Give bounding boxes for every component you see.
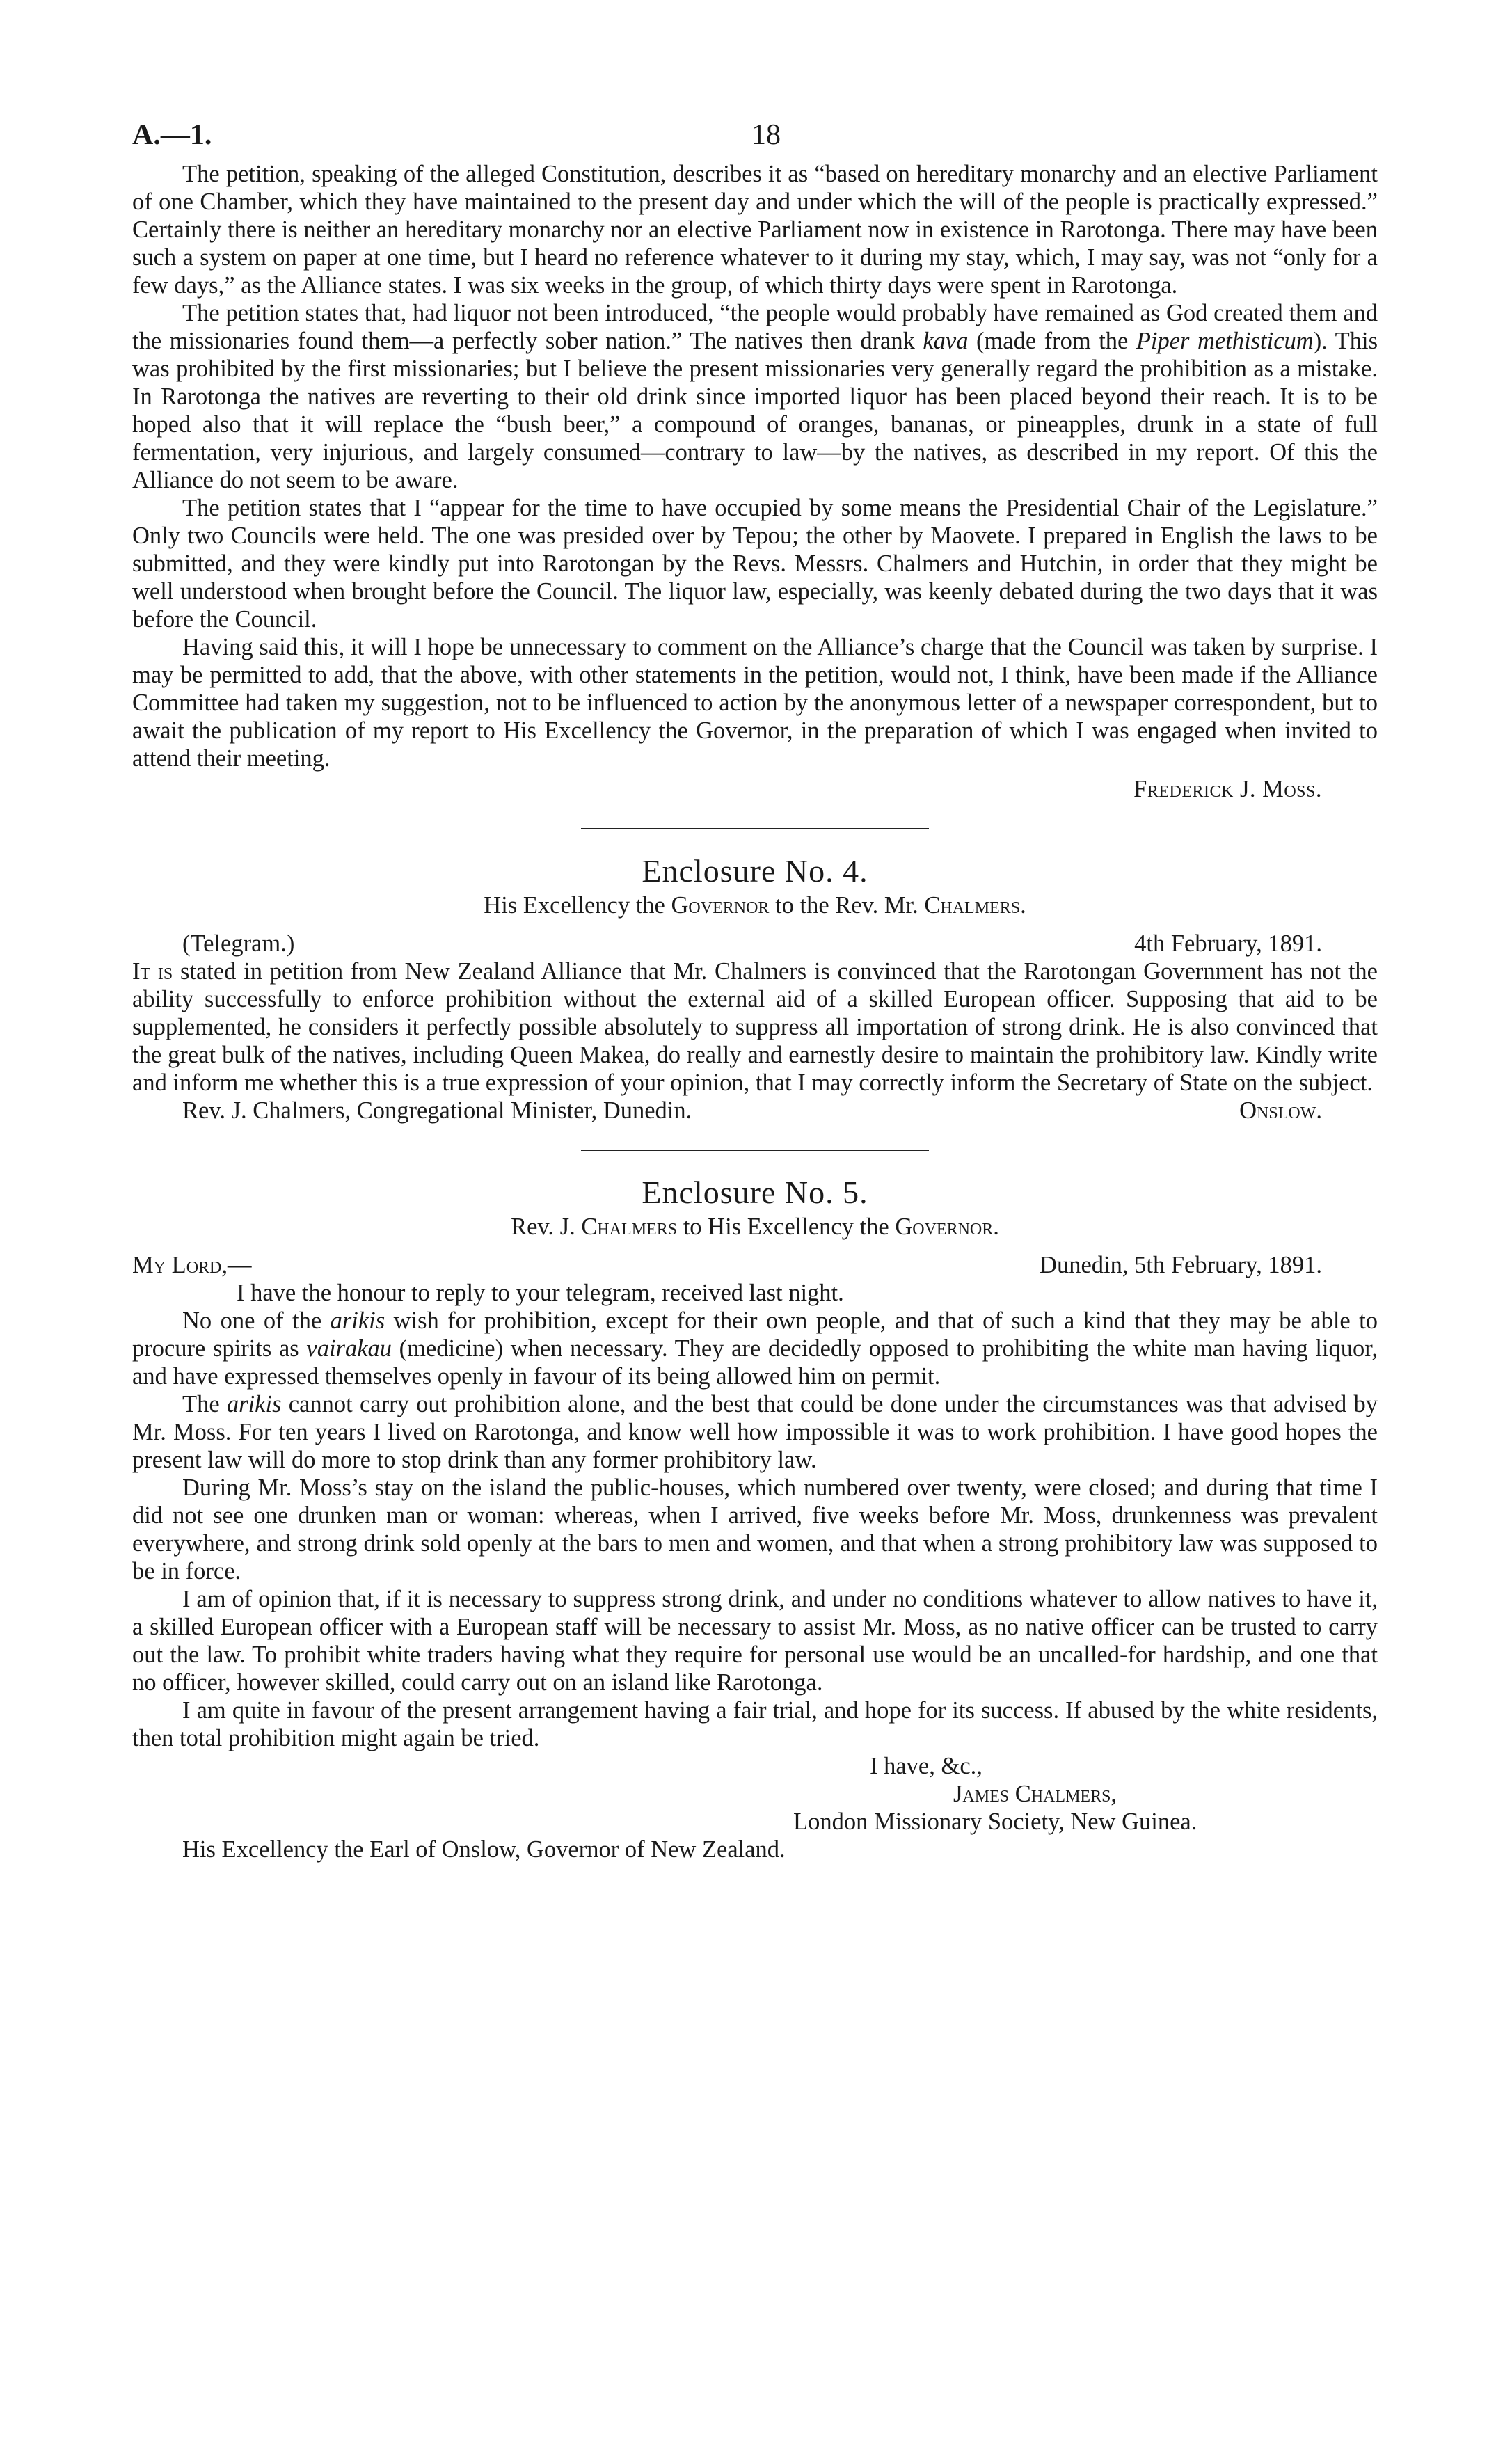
enclosure-4-title: Enclosure No. 4. [642,853,868,889]
text-run: The petition states that, had liquor not been introduced, “the people would probably have remained as God created them and the missionaries found them—a perfectly sober nation.” The natives then drank [132,300,1378,354]
paragraph [132,957,1378,1097]
paragraph: I am of opinion that, if it is necessary to suppress strong drink, and under no conditions whatever to allow natives to have it, a skilled European officer with a European staff will be necessary to assist Mr. Moss, as no native officer can be trusted to carry out the law. To prohibit white traders having what they require for personal use would be an uncalled-for hardship, and one that no officer, however skilled, could carry out on an island like Rarotonga. [132,1586,1378,1696]
page-number: 18 [751,119,781,151]
document-reference: A.—1. [132,119,212,151]
text-run: . [993,1214,999,1240]
telegram-addressee: Rev. J. Chalmers, Congregational Minister, Dunedin. [182,1097,692,1124]
paragraph [132,1307,1378,1390]
signature-moss: Frederick J. Moss. [1133,776,1322,802]
section-divider [581,828,929,829]
paragraph: I have the honour to reply to your telegram, received last night. [237,1280,844,1306]
letter-addressee: His Excellency the Earl of Onslow, Governor of New Zealand. [182,1836,786,1863]
text-run: (medicine) when necessary. They are decidedly opposed to prohibiting the white man having liquor, and have expressed themselves openly in favour of its being allowed him on permit. [132,1335,1378,1390]
text-run: His Excellency the [484,892,671,919]
italic-term: arikis [330,1307,385,1334]
text-run: No one of the [182,1307,331,1334]
telegram-sender: Onslow. [1239,1097,1322,1124]
text-run: Rev. J. [511,1214,582,1240]
text-run: Governor [895,1214,994,1240]
chalmers-letter-body [132,1279,1378,1752]
closing-phrase: I have, &c., [870,1753,982,1779]
telegram-date: 4th February, 1891. [1134,930,1322,957]
paragraph: I am quite in favour of the present arrangement having a fair trial, and hope for its success. If abused by the white residents, then total prohibition might again be tried. [132,1697,1378,1751]
letter-meta [132,1251,1378,1279]
moss-letter-body [132,160,1378,772]
text-run: ). This was prohibited by the first missionaries; but I believe the present missionaries very generally regard the prohibition as a mistake. In Rarotonga the natives are reverting to their old drink since imported liquor has been placed beyond their reach. It is to be hoped also that it will replace the “bush beer,” a compound of oranges, bananas, or pineapples, drunk in a state of full fermentation, very injurious, and largely consumed—contrary to law—by the natives, as described in my report. Of this the Alliance do not seem to be aware. [132,328,1378,493]
italic-term: Piper methisticum [1136,328,1314,354]
paragraph: The petition states that I “appear for the time to have occupied by some means the Presidential Chair of the Legislature.” Only two Councils were held. The one was presided over by Tepou; the other by Maovete. I prepared in English the laws to be submitted, and they were kindly put into Rarotongan by the Revs. Messrs. Chalmers and Hutchin, in order that they might be well understood when brought before the Council. The liquor law, especially, was keenly debated during the two days that it was before the Council. [132,495,1378,633]
letter-closing [132,1752,1378,1863]
text-run: wish for prohibition, except for their own people, and that of such a kind that they may be able to procure spirits as [132,1307,1378,1362]
italic-term: kava [923,328,969,354]
text-run: It is [132,958,173,985]
italic-term: arikis [226,1391,282,1417]
telegram-footer [132,1097,1378,1124]
telegram-label: (Telegram.) [182,930,295,957]
text-run: stated in petition from New Zealand Alliance that Mr. Chalmers is convinced that the Rarotongan Government has not the ability successfully to enforce prohibition without the external aid of a skilled European officer. Supposing that aid to be supplemented, he considers it perfectly possible absolutely to suppress all importation of strong drink. He is also convinced that the great bulk of the natives, including Queen Makea, do really and earnestly desire to maintain the prohibitory law. Kindly write and inform me whether this is a true expression of your opinion, that I may correctly inform the Secretary of State on the subject. [132,958,1378,1096]
text-run: to His Excellency the [677,1214,896,1240]
paragraph: Having said this, it will I hope be unnecessary to comment on the Alliance’s charge that the Council was taken by surprise. I may be permitted to add, that the above, with other statements in the petition, would not, I think, have been made if the Alliance Committee had taken my suggestion, not to be influenced to action by the anonymous letter of a newspaper correspondent, but to await the publication of my report to His Excellency the Governor, in the preparation of which I was engaged when invited to attend their meeting. [132,634,1378,772]
telegram-meta [132,930,1378,957]
text-run: Chalmers [581,1214,678,1240]
section-divider [581,1150,929,1151]
paragraph: The petition, speaking of the alleged Constitution, describes it as “based on hereditary monarchy and an elective Parliament of one Chamber, which they have maintained to the present day and under which the will of the people is practically expressed.” Certainly there is neither an hereditary monarchy nor an elective Parliament now in existence in Rarotonga. There may have been such a system on paper at one time, but I heard no reference whatever to it during my stay, which, I may say, was not “only for a few days,” as the Alliance states. I was six weeks in the group, of which thirty days were spent in Rarotonga. [132,161,1378,299]
enclosure-4-subtitle [132,891,1378,920]
signer-name: James Chalmers, [953,1781,1117,1807]
salutation: My Lord,— [132,1252,252,1278]
text-run: . [1020,892,1026,919]
text-run: Chalmers [924,892,1021,919]
page-header [132,118,1378,160]
text-run: (made from the [968,328,1136,354]
text-run: Governor [671,892,770,919]
enclosure-5-title: Enclosure No. 5. [642,1175,868,1210]
text-run: cannot carry out prohibition alone, and the best that could be done under the circumstances was that advised by Mr. Moss. For ten years I lived on Rarotonga, and know well how impossible it was to work prohibition. I have good hopes the present law will do more to stop drink than any former prohibitory law. [132,1391,1378,1473]
italic-term: vairakau [306,1335,392,1362]
paragraph: During Mr. Moss’s stay on the island the public-houses, which numbered over twenty, were closed; and during that time I did not see one drunken man or woman: whereas, when I arrived, five weeks before Mr. Moss, drunkenness was prevalent everywhere, and strong drink sold openly at the bars to men and women, and that when a strong prohibitory law was supposed to be in force. [132,1474,1378,1584]
signer-affiliation: London Missionary Society, New Guinea. [793,1808,1197,1835]
enclosure-5-subtitle [132,1212,1378,1241]
paragraph [132,1390,1378,1474]
text-run: The [182,1391,227,1417]
text-run: to the Rev. Mr. [769,892,925,919]
telegram-body [132,957,1378,1097]
letter-date: Dunedin, 5th February, 1891. [1040,1252,1322,1278]
document-page [132,118,1378,1863]
paragraph [132,299,1378,494]
